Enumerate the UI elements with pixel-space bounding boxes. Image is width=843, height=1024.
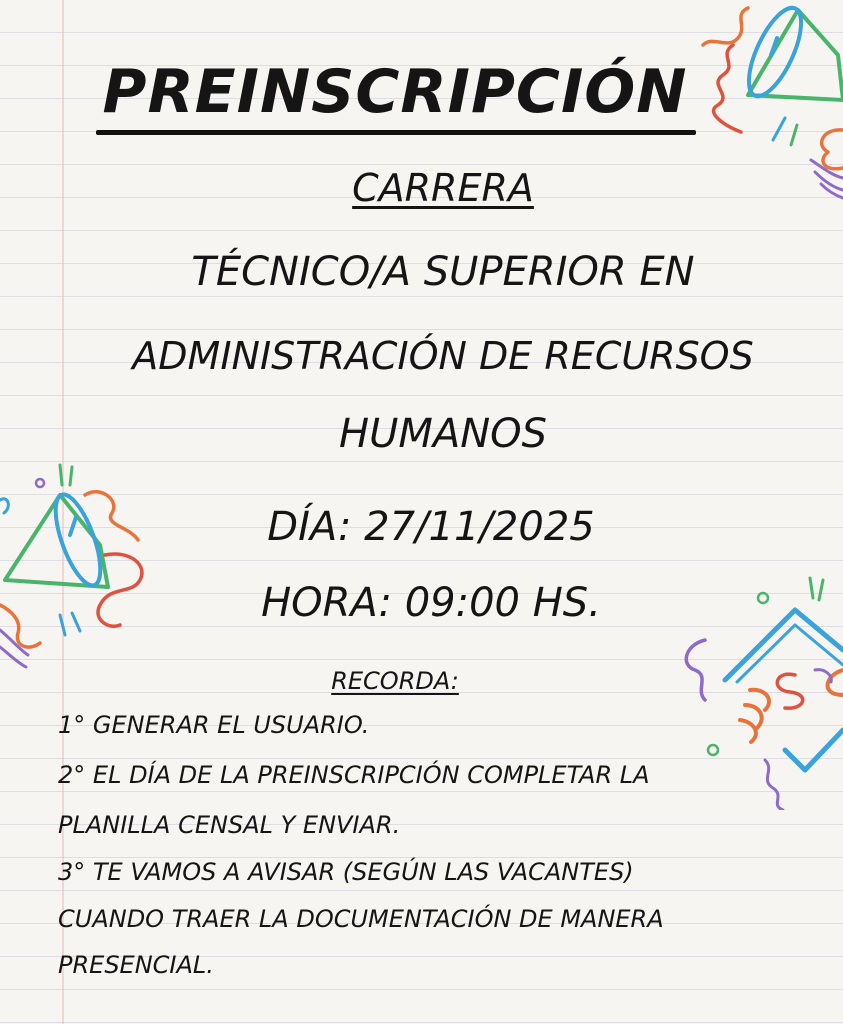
reminder-line-6: PRESENCIAL.: [58, 951, 214, 979]
reminder-line-3: PLANILLA CENSAL Y ENVIAR.: [58, 811, 401, 839]
career-label: CARRERA: [352, 166, 534, 210]
title-underline: [96, 130, 696, 135]
page-title: PREINSCRIPCIÓN: [102, 57, 688, 127]
reminder-line-5: CUANDO TRAER LA DOCUMENTACIÓN DE MANERA: [58, 905, 664, 933]
date-value: 27/11/2025: [364, 504, 595, 550]
time-label: HORA:: [261, 580, 393, 626]
reminder-line-2: 2° EL DÍA DE LA PREINSCRIPCIÓN COMPLETAR LA: [58, 761, 650, 789]
career-name-line-1: TÉCNICO/A SUPERIOR EN: [191, 249, 695, 295]
reminder-line-1: 1° GENERAR EL USUARIO.: [58, 711, 370, 739]
reminder-label: RECORDA:: [331, 667, 459, 695]
megaphone-icon-top-right: [693, 0, 843, 200]
career-name-line-3: HUMANOS: [338, 411, 548, 457]
megaphone-icon-left: [0, 455, 160, 675]
date-label: DÍA:: [267, 504, 352, 550]
doodle-frame-bottom-right: [675, 570, 843, 810]
career-name-line-2: ADMINISTRACIÓN DE RECURSOS: [132, 334, 754, 378]
time-value: 09:00 HS.: [404, 580, 601, 626]
reminder-line-4: 3° TE VAMOS A AVISAR (SEGÚN LAS VACANTES): [58, 858, 634, 886]
